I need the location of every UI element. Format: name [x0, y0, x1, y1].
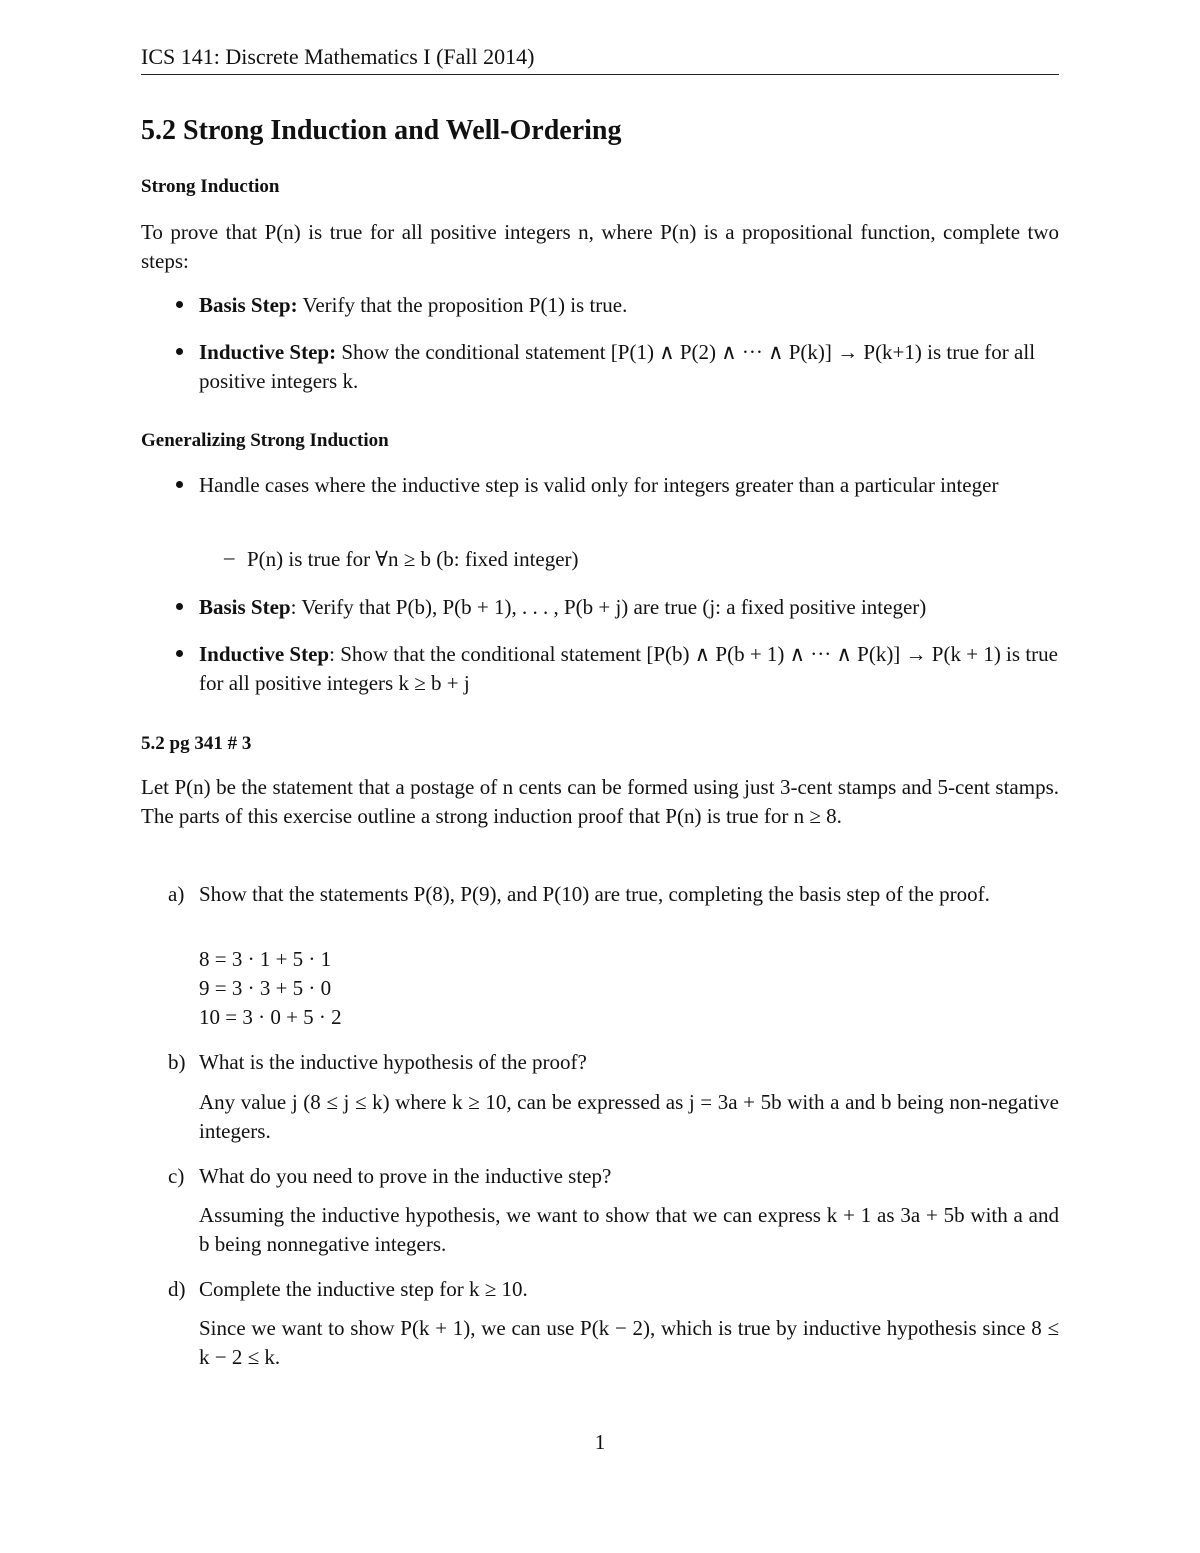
generalized-basis-text: : Verify that P(b), P(b + 1), . . . , P(b + j) are true (j: a fixed positive integer) — [290, 595, 927, 619]
part-a-question: Show that the statements P(8), P(9), and P(10) are true, completing the basis step of the proof. — [199, 882, 990, 906]
dash-icon: – — [224, 545, 235, 569]
equation-10: 10 = 3 · 0 + 5 · 2 — [199, 1005, 342, 1029]
part-c-answer: Assuming the inductive hypothesis, we want to show that we can express k + 1 as 3a + 5b with a and b being nonnegative integers. — [199, 1203, 1059, 1256]
equation-8: 8 = 3 · 1 + 5 · 1 — [199, 947, 332, 971]
generalized-inductive-text: : Show that the conditional statement [P(b) ∧ P(b + 1) ∧ ··· ∧ P(k)] → P(k + 1) is true for all positive integers k ≥ b + j — [199, 642, 1058, 695]
bullet-icon — [176, 348, 183, 355]
generalized-basis-item — [199, 593, 1059, 622]
generalizing-bullet-1: Handle cases where the inductive step is valid only for integers greater than a particular integer — [199, 473, 999, 497]
inductive-step-item — [199, 338, 1059, 396]
inductive-step-label: Inductive Step: — [199, 340, 337, 364]
generalized-inductive-label: Inductive Step — [199, 642, 330, 666]
part-b-answer: Any value j (8 ≤ j ≤ k) where k ≥ 10, can be expressed as j = 3a + 5b with a and b being non-negative integers. — [199, 1090, 1059, 1143]
basis-step-item — [199, 291, 1059, 320]
basis-step-label: Basis Step: — [199, 293, 298, 317]
part-b-letter: b) — [168, 1050, 186, 1074]
part-c-question: What do you need to prove in the inductive step? — [199, 1164, 612, 1188]
bullet-icon — [176, 650, 183, 657]
bullet-icon — [176, 301, 183, 308]
bullet-icon — [176, 481, 183, 488]
exercise-intro: Let P(n) be the statement that a postage of n cents can be formed using just 3-cent stamps and 5-cent stamps. The parts of this exercise outline a strong induction proof that P(n) is true for n ≥ 8. — [141, 775, 1059, 828]
heading-exercise: 5.2 pg 341 # 3 — [141, 733, 252, 754]
heading-generalizing: Generalizing Strong Induction — [141, 430, 389, 451]
page-number: 1 — [594, 1430, 606, 1454]
part-d-question: Complete the inductive step for k ≥ 10. — [199, 1277, 528, 1301]
equation-9: 9 = 3 · 3 + 5 · 0 — [199, 976, 332, 1000]
part-c-letter: c) — [168, 1164, 185, 1188]
generalized-inductive-item — [199, 640, 1059, 698]
running-header: ICS 141: Discrete Mathematics I (Fall 2014) — [141, 44, 1059, 75]
bullet-icon — [176, 603, 183, 610]
generalized-basis-label: Basis Step — [199, 595, 291, 619]
inductive-step-text: Show the conditional statement [P(1) ∧ P(2) ∧ ··· ∧ P(k)] → P(k+1) is true for all positive integers k. — [199, 340, 1036, 393]
part-d-letter: d) — [168, 1277, 186, 1301]
basis-step-text: Verify that the proposition P(1) is true. — [297, 293, 628, 317]
generalizing-dash-item: P(n) is true for ∀n ≥ b (b: fixed integer) — [247, 547, 579, 571]
part-d-answer: Since we want to show P(k + 1), we can use P(k − 2), which is true by inductive hypothesis since 8 ≤ k − 2 ≤ k. — [199, 1316, 1059, 1369]
part-b-question: What is the inductive hypothesis of the proof? — [199, 1050, 587, 1074]
part-a-letter: a) — [168, 882, 185, 906]
heading-strong-induction: Strong Induction — [141, 176, 280, 197]
strong-induction-intro: To prove that P(n) is true for all positive integers n, where P(n) is a propositional function, complete two steps: — [141, 220, 1059, 273]
section-title: 5.2 Strong Induction and Well-Ordering — [141, 115, 622, 146]
